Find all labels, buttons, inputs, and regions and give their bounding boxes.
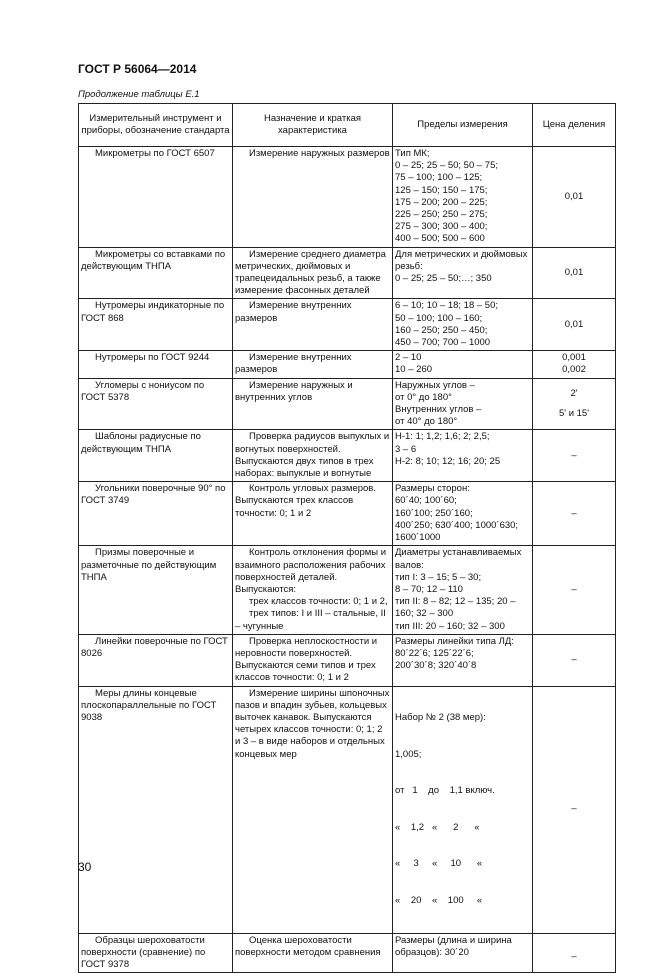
range-line: Внутренних углов – bbox=[395, 404, 482, 416]
range-cell bbox=[393, 351, 533, 378]
price-value: 0,001 bbox=[562, 352, 586, 364]
range-line: Н-1: 1; 1,2; 1,6; 2; 2,5; bbox=[395, 431, 490, 443]
instrument-cell: Микрометры со вставками по действующим ТНПА bbox=[79, 247, 233, 299]
purpose-cell: Контроль угловых размеров. Выпускаются трех классов точности: 0; 1 и 2 bbox=[233, 482, 393, 546]
range-line: Набор № 2 (38 мер): bbox=[395, 711, 486, 723]
table-row bbox=[79, 430, 616, 482]
range-line: 60´40; 100´60; bbox=[395, 495, 457, 507]
table-caption: Продолжение таблицы Е.1 bbox=[78, 89, 200, 100]
table-row bbox=[79, 482, 616, 546]
range-line: 160´100; 250´160; bbox=[395, 507, 473, 519]
range-line: 450 – 700; 700 – 1000 bbox=[395, 337, 491, 349]
instrument-cell: Шаблоны радиусные по действующим ТНПА bbox=[79, 430, 233, 482]
range-cell bbox=[393, 299, 533, 351]
document-header: ГОСТ Р 56064—2014 bbox=[78, 62, 197, 76]
price-value: 0,01 bbox=[564, 190, 584, 202]
purpose-cell: Проверка неплоскостности и неровности поверхностей. Выпускаются семи типов и трех классов точности: 0; 1 и 2 bbox=[233, 634, 393, 686]
range-line: 160 – 250; 250 – 450; bbox=[395, 324, 488, 336]
purpose-cell: Измерение внутренних размеров bbox=[233, 299, 393, 351]
price-value: – bbox=[571, 951, 577, 963]
range-line: 50 – 100; 100 – 160; bbox=[395, 312, 483, 324]
table-row bbox=[79, 634, 616, 686]
range-line: 1600´1000 bbox=[395, 532, 441, 544]
table-row bbox=[79, 686, 616, 933]
price-value: 5' и 15' bbox=[558, 408, 590, 420]
range-line: 275 – 300; 300 – 400; bbox=[395, 221, 488, 233]
instrument-cell: Призмы поверочные и разметочные по действующим ТНПА bbox=[79, 546, 233, 634]
price-cell bbox=[533, 351, 616, 378]
range-line: Для метрических и дюймовых резьб: bbox=[395, 248, 528, 272]
range-line: « 1,2 « 2 « bbox=[395, 821, 480, 833]
range-line: 1,005; bbox=[395, 748, 422, 760]
price-cell bbox=[533, 430, 616, 482]
range-line: от 0° до 180° bbox=[395, 391, 452, 403]
range-line: Диаметры устанавливаемых валов: bbox=[395, 547, 522, 571]
table-row bbox=[79, 933, 616, 973]
table-row bbox=[79, 147, 616, 248]
range-line: тип II: 8 – 82; 12 – 135; 20 – 160; 32 – 300 bbox=[395, 596, 516, 620]
range-line: тип III: 20 – 160; 32 – 300 bbox=[395, 620, 505, 632]
price-cell bbox=[533, 546, 616, 634]
range-line: Размеры (длина и ширина образцов): 30´20 bbox=[395, 934, 512, 958]
range-cell bbox=[393, 546, 533, 634]
range-line: 200´30´8; 320´40´8 bbox=[395, 660, 477, 672]
range-line: 0 – 25; 25 – 50;…; 350 bbox=[395, 273, 492, 285]
table-header-row bbox=[79, 104, 616, 147]
instrument-cell: Нутромеры индикаторные по ГОСТ 868 bbox=[79, 299, 233, 351]
table-row bbox=[79, 351, 616, 378]
table-row bbox=[79, 378, 616, 430]
range-line: 3 – 6 bbox=[395, 443, 417, 455]
range-line: 400´250; 630´400; 1000´630; bbox=[395, 519, 519, 531]
range-line: Наружных углов – bbox=[395, 379, 475, 391]
purpose-cell: Измерение внутренних размеров bbox=[233, 351, 393, 378]
instrument-cell: Образцы шероховатости поверхности (сравнение) по ГОСТ 9378 bbox=[79, 933, 233, 973]
price-cell bbox=[533, 378, 616, 430]
range-line: Размеры линейки типа ЛД: bbox=[395, 635, 514, 647]
purpose-cell bbox=[233, 546, 393, 634]
range-line: Тип МК; bbox=[395, 148, 430, 159]
range-line: от 40° до 180° bbox=[395, 416, 458, 428]
range-line: « 3 « 10 « bbox=[395, 858, 483, 870]
instruments-table bbox=[78, 103, 616, 973]
range-line: 0 – 25; 25 – 50; 50 – 75; bbox=[395, 160, 499, 172]
range-cell bbox=[393, 147, 533, 248]
range-line: 225 – 250; 250 – 275; bbox=[395, 209, 488, 221]
range-line: Размеры сторон: bbox=[395, 483, 470, 495]
range-line: 75 – 100; 100 – 125; bbox=[395, 172, 483, 184]
range-cell bbox=[393, 933, 533, 973]
range-line: тип I: 3 – 15; 5 – 30; bbox=[395, 571, 482, 583]
instrument-cell: Нутромеры по ГОСТ 9244 bbox=[79, 351, 233, 378]
page-number: 30 bbox=[78, 860, 92, 874]
instrument-cell: Линейки поверочные по ГОСТ 8026 bbox=[79, 634, 233, 686]
purpose-line: трех классов точности: 0; 1 и 2, bbox=[249, 596, 388, 608]
instrument-cell: Угольники поверочные 90° по ГОСТ 3749 bbox=[79, 482, 233, 546]
instrument-cell: Меры длины концевые плоскопараллельные по ГОСТ 9038 bbox=[79, 686, 233, 933]
column-header-range: Пределы измерения bbox=[393, 104, 533, 147]
purpose-cell: Измерение ширины шпоночных пазов и впадин зубьев, кольцевых выточек канавок. Выпускаются четырех классов точности: 0; 1; 2 и 3 – в виде наборов и отдельных концевых мер bbox=[233, 686, 393, 933]
range-cell bbox=[393, 378, 533, 430]
purpose-line: Выпускаются: bbox=[235, 583, 297, 595]
price-value: – bbox=[571, 654, 577, 666]
range-line: Н-2: 8; 10; 12; 16; 20; 25 bbox=[395, 455, 501, 467]
price-cell bbox=[533, 299, 616, 351]
purpose-cell: Проверка радиусов выпуклых и вогнутых поверхностей. Выпускаются двух типов в трех наборах: выпуклые и вогнутые bbox=[233, 430, 393, 482]
column-header-price: Цена деления bbox=[533, 104, 616, 147]
range-cell bbox=[393, 430, 533, 482]
purpose-line: Контроль отклонения формы и взаимного расположения рабочих поверхностей деталей. bbox=[235, 547, 387, 583]
table-row bbox=[79, 546, 616, 634]
column-header-instrument: Измерительный инструмент и приборы, обозначение стандарта bbox=[79, 104, 233, 147]
price-value: – bbox=[571, 583, 577, 595]
price-cell bbox=[533, 247, 616, 299]
range-cell bbox=[393, 634, 533, 686]
purpose-cell: Измерение среднего диаметра метрических, дюймовых и трапецеидальных резьб, а также измерение фасонных деталей bbox=[233, 247, 393, 299]
table-row bbox=[79, 299, 616, 351]
instrument-cell: Микрометры по ГОСТ 6507 bbox=[79, 147, 233, 248]
range-line: 80´22´6; 125´22´6; bbox=[395, 647, 474, 659]
range-line: 6 – 10; 10 – 18; 18 – 50; bbox=[395, 300, 499, 312]
instrument-cell: Угломеры с нониусом по ГОСТ 5378 bbox=[79, 378, 233, 430]
range-line: 125 – 150; 150 – 175; bbox=[395, 184, 488, 196]
price-cell bbox=[533, 482, 616, 546]
range-cell bbox=[393, 686, 533, 933]
price-value: – bbox=[571, 507, 577, 519]
range-line: 175 – 200; 200 – 225; bbox=[395, 196, 488, 208]
range-line: от 1 до 1,1 включ. bbox=[395, 785, 495, 797]
price-cell bbox=[533, 933, 616, 973]
price-value: 0,002 bbox=[562, 364, 586, 376]
range-line: 10 – 260 bbox=[395, 364, 432, 376]
range-cell bbox=[393, 247, 533, 299]
price-value: 2' bbox=[570, 387, 578, 399]
range-line: 8 – 70; 12 – 110 bbox=[395, 583, 463, 595]
range-cell bbox=[393, 482, 533, 546]
price-value: – bbox=[571, 803, 577, 815]
range-line: 400 – 500; 500 – 600 bbox=[395, 233, 485, 245]
purpose-line: трех типов: I и III – стальные, II – чугунные bbox=[235, 608, 386, 632]
price-value: 0,01 bbox=[564, 266, 584, 278]
price-cell bbox=[533, 147, 616, 248]
price-value: 0,01 bbox=[564, 318, 584, 330]
price-cell bbox=[533, 686, 616, 933]
price-cell bbox=[533, 634, 616, 686]
column-header-purpose: Назначение и краткая характеристика bbox=[233, 104, 393, 147]
price-value: – bbox=[571, 449, 577, 461]
range-line: 2 – 10 bbox=[395, 352, 422, 364]
purpose-cell: Оценка шероховатости поверхности методом сравнения bbox=[233, 933, 393, 973]
table-row bbox=[79, 247, 616, 299]
purpose-cell: Измерение наружных размеров bbox=[233, 147, 393, 248]
purpose-cell: Измерение наружных и внутренних углов bbox=[233, 378, 393, 430]
range-line: « 20 « 100 « bbox=[395, 894, 483, 906]
